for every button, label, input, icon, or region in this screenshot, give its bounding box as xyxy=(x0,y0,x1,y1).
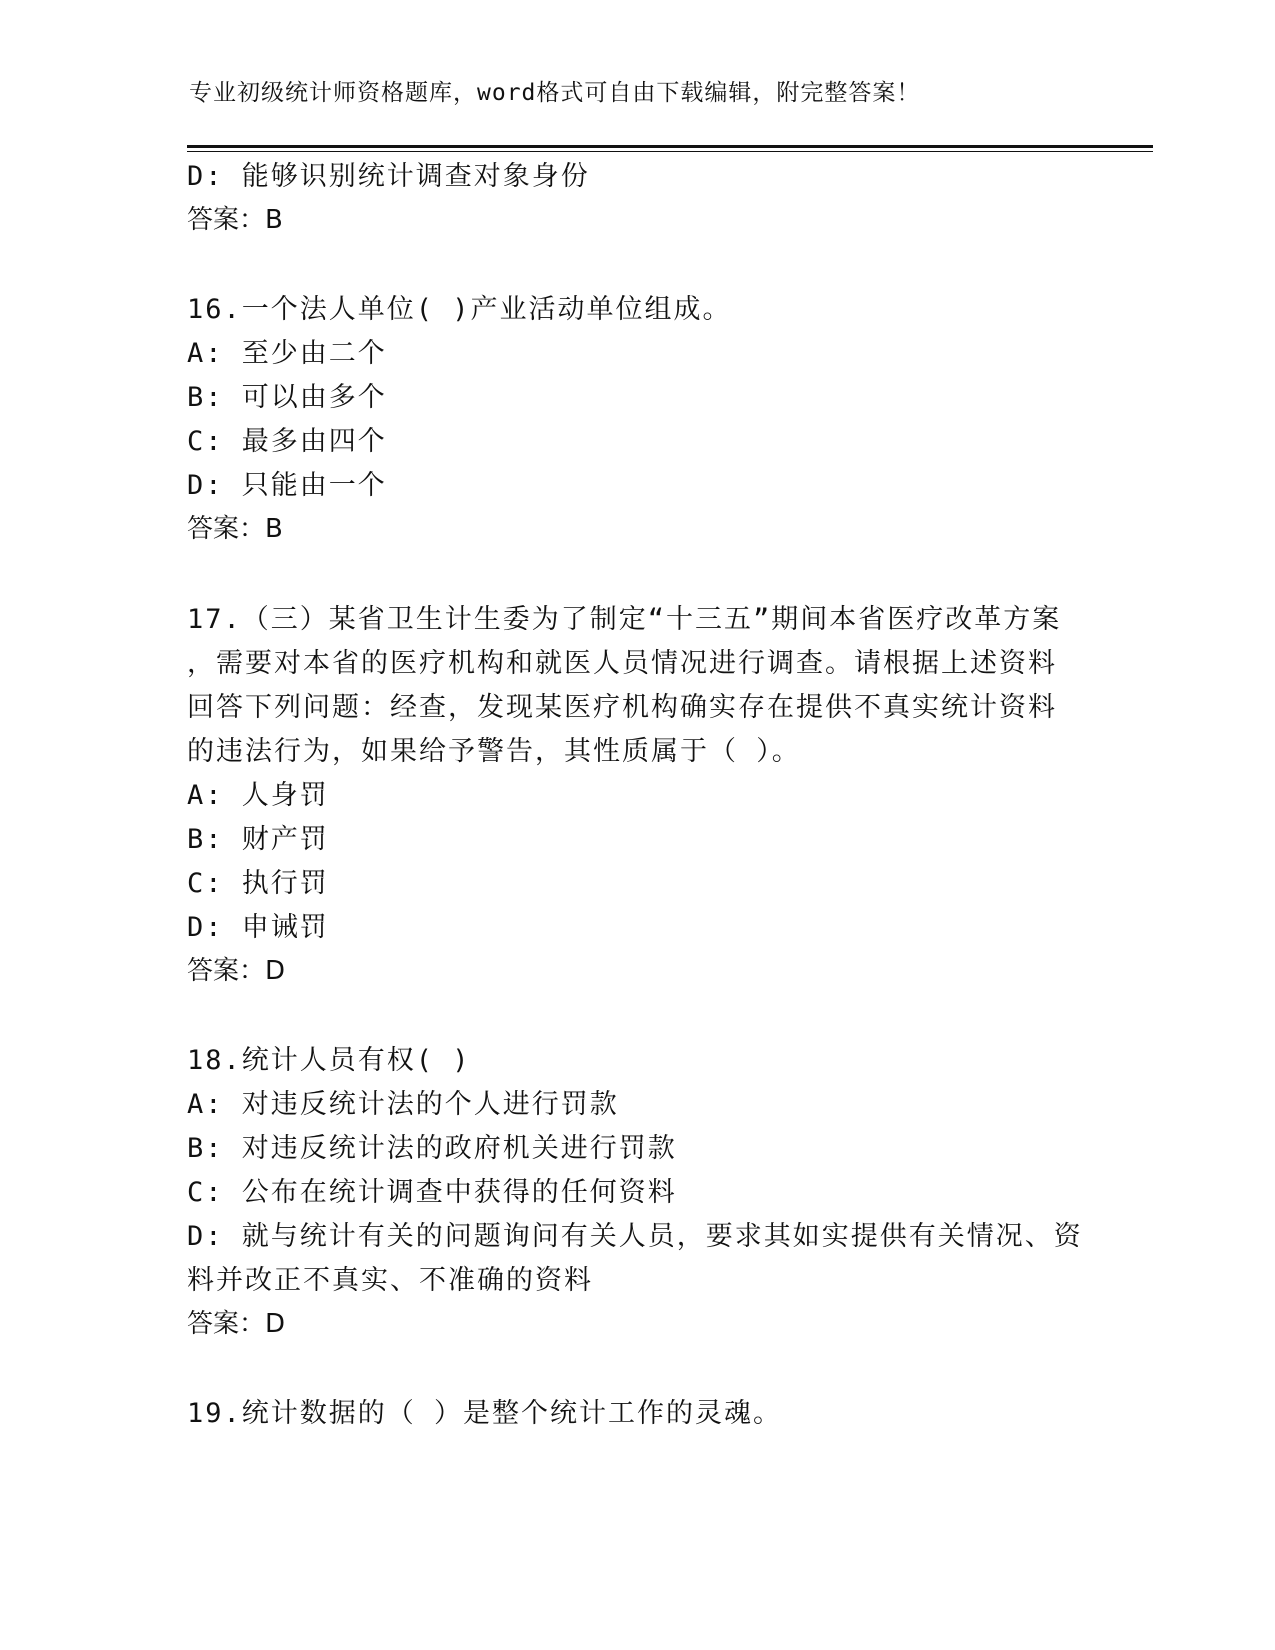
answer-q15: 答案：B xyxy=(187,205,283,235)
option-d-q15: D: 能够识别统计调查对象身份 xyxy=(187,161,590,192)
header-rule-thin xyxy=(187,151,1153,152)
option-d-q17: D: 申诫罚 xyxy=(187,912,329,943)
question-18: 18.统计人员有权( ) xyxy=(187,1045,471,1076)
header-rule-thick xyxy=(187,145,1153,148)
option-c-q18: C: 公布在统计调查中获得的任何资料 xyxy=(187,1177,677,1208)
option-b-q17: B: 财产罚 xyxy=(187,824,329,855)
answer-q18: 答案：D xyxy=(187,1309,286,1339)
question-17-line-4: 的违法行为，如果给予警告，其性质属于（ ）。 xyxy=(187,736,801,767)
question-19: 19.统计数据的（ ）是整个统计工作的灵魂。 xyxy=(187,1398,783,1429)
option-c-q17: C: 执行罚 xyxy=(187,868,329,899)
question-17-line-3: 回答下列问题：经查，发现某医疗机构确实存在提供不真实统计资料 xyxy=(187,692,1057,723)
question-17-line-2: ，需要对本省的医疗机构和就医人员情况进行调查。请根据上述资料 xyxy=(187,648,1057,679)
option-d-q18-line-2: 料并改正不真实、不准确的资料 xyxy=(187,1265,593,1296)
option-b-q18: B: 对违反统计法的政府机关进行罚款 xyxy=(187,1133,677,1164)
page-header: 专业初级统计师资格题库，word格式可自由下载编辑，附完整答案！ xyxy=(189,80,921,106)
option-a-q17: A: 人身罚 xyxy=(187,780,329,811)
option-c-q16: C: 最多由四个 xyxy=(187,426,387,457)
question-16: 16.一个法人单位( )产业活动单位组成。 xyxy=(187,294,732,325)
answer-q17: 答案：D xyxy=(187,956,286,986)
option-a-q18: A: 对违反统计法的个人进行罚款 xyxy=(187,1089,619,1120)
question-17-line-1: 17.（三）某省卫生计生委为了制定“十三五”期间本省医疗改革方案 xyxy=(187,604,1062,635)
option-b-q16: B: 可以由多个 xyxy=(187,382,387,413)
option-d-q18-line-1: D: 就与统计有关的问题询问有关人员，要求其如实提供有关情况、资 xyxy=(187,1221,1083,1252)
option-a-q16: A: 至少由二个 xyxy=(187,338,387,369)
option-d-q16: D: 只能由一个 xyxy=(187,470,387,501)
answer-q16: 答案：B xyxy=(187,514,283,544)
